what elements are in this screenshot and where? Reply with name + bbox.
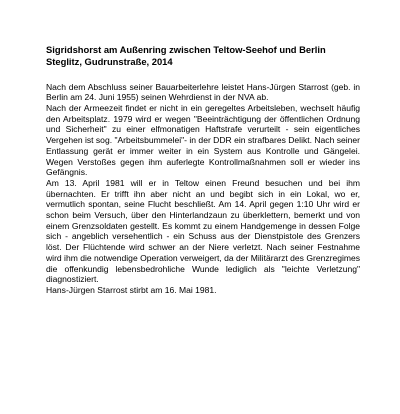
- paragraph-after-army: Nach der Armeezeit findet er nicht in ein geregeltes Arbeitsleben, wechselt häufig den Arbeitsplatz. 1979 wird er wegen "Beeinträchtigung der öffentlichen Ordnung und Sicherheit" zu einer elfmonatigen Haftstrafe verurteilt - sein eigentliches Vergehen ist sog. "Arbeitsbummelei"- in der DDR ein strafbares Delikt. Nach seiner Entlassung gerät er immer weiter in ein System aus Kontrolle und Gängelei. Wegen Verstoßes gegen ihm auferlegte Kontrollmaßnahmen soll er wieder ins Gefängnis.: [46, 103, 360, 178]
- paragraph-military-service: Nach dem Abschluss seiner Bauarbeiterlehre leistet Hans-Jürgen Starrost (geb. in Berlin am 24. Juni 1955) seinen Wehrdienst in der NVA ab.: [46, 81, 360, 103]
- document-title: Sigridshorst am Außenring zwischen Teltow-Seehof und Berlin Steglitz, Gudrunstraße, 2014: [46, 44, 326, 67]
- paragraph-death: Hans-Jürgen Starrost stirbt am 16. Mai 1981.: [46, 284, 217, 295]
- document-body: [46, 82, 360, 296]
- paragraph-escape-attempt: Am 13. April 1981 will er in Teltow einen Freund besuchen und bei ihm übernachten. Er trifft ihn aber nicht an und begibt sich in ein Lokal, wo er, vermutlich spontan, seine Flucht beschließt. Am 14. April gegen 1:10 Uhr wird er schon beim Versuch, über den Hinterlandzaun zu überklettern, bemerkt und von einem Grenzsoldaten gestellt. Es kommt zu einem Handgemenge in dessen Folge sich - angeblich versehentlich - ein Schuss aus der Dienstpistole des Grenzers löst. Der Flüchtende wird schwer an der Niere verletzt. Nach seiner Festnahme wird ihm die notwendige Operation verweigert, da der Militärarzt des Grenzregimes die offenkundig lebensbedrohliche Wunde lediglich als "leichte Verletzung" diagnostiziert.: [46, 177, 360, 285]
